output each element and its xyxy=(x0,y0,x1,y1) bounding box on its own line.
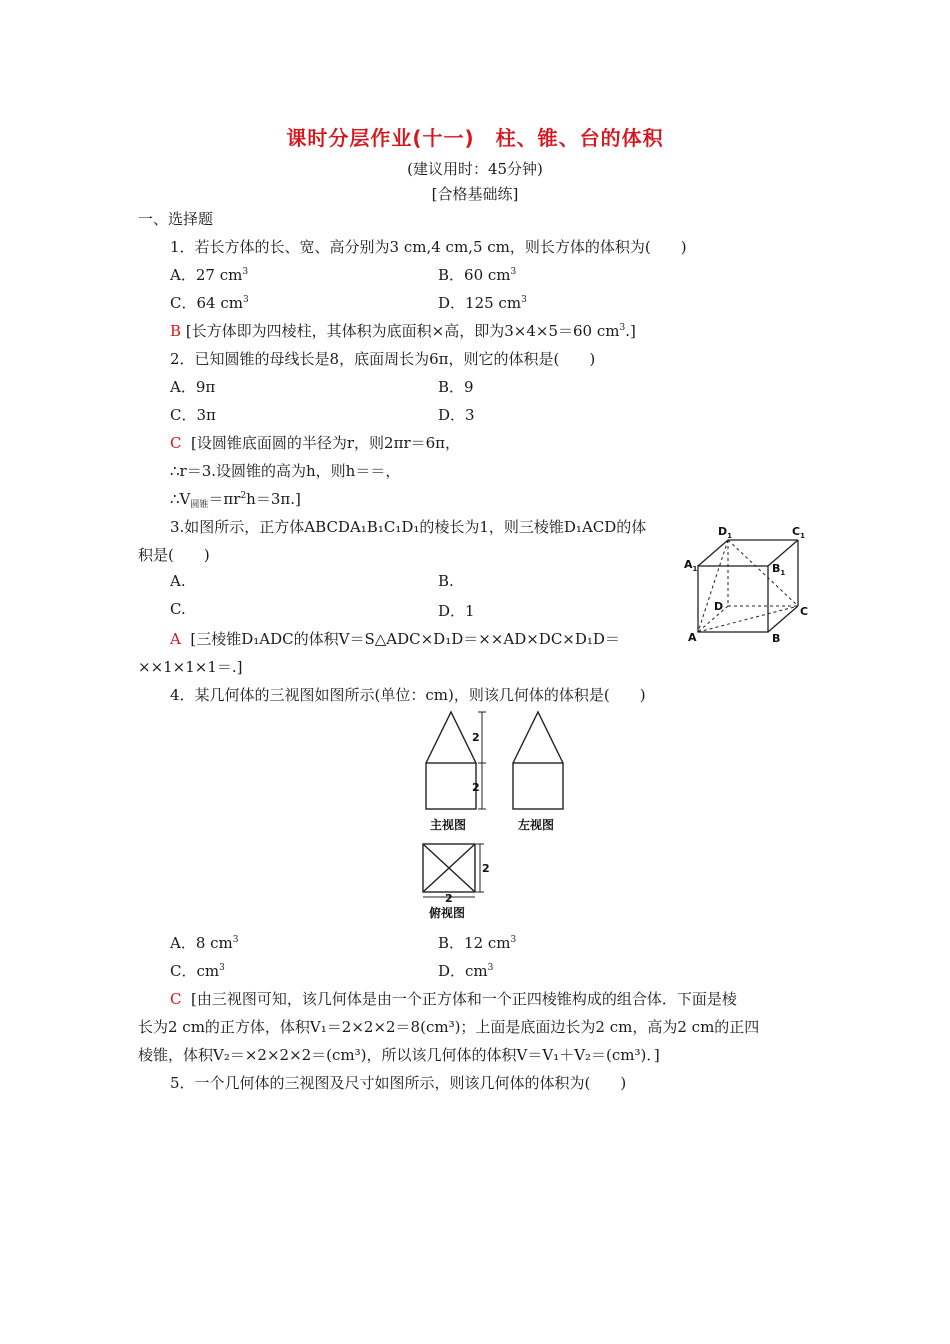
q3-answer: A xyxy=(170,630,181,648)
dim-top-width: 2 xyxy=(445,892,453,905)
q3-option-d: D．1 xyxy=(438,602,475,620)
q2-answer: C xyxy=(170,434,182,452)
label-c: C xyxy=(800,605,809,618)
q5-stem: 5．一个几何体的三视图及尺寸如图所示，则该几何体的体积为( ) xyxy=(170,1074,627,1092)
top-view-label: 俯视图 xyxy=(429,906,466,920)
q4-option-a: A．8 $cm^3$ xyxy=(170,934,239,952)
q1-solution: B [长方体即为四棱柱，其体积为底面积×高，即为3×4×5＝60 $cm^3$.] xyxy=(170,322,636,340)
label-d1: $D_1$ xyxy=(718,525,733,540)
q3-option-a: A. xyxy=(170,572,186,590)
q3-option-b: B. xyxy=(438,572,454,590)
q4-solution-line1: C [由三视图可知，该几何体是由一个正方体和一个正四棱锥构成的组合体．下面是棱 xyxy=(170,990,737,1008)
q4-option-d: D．$cm^3$ xyxy=(438,962,494,980)
cube-figure xyxy=(680,522,814,646)
q2-option-b: B．9 xyxy=(438,378,474,396)
q3-solution-line2: ××1×1×1＝.] xyxy=(138,658,243,676)
q3-solution-line1: A [三棱锥D₁ADC的体积V＝S△ADC×D₁D＝××AD×DC×D₁D＝ xyxy=(170,630,620,648)
q2-option-d: D．3 xyxy=(438,406,475,424)
q2-stem: 2．已知圆锥的母线长是8，底面周长为6π，则它的体积是( ) xyxy=(170,350,596,368)
q1-option-c: C．64 $cm^3$ xyxy=(170,294,249,312)
level-label: [合格基础练] xyxy=(431,185,519,203)
q1-option-d: D．125 $cm^3$ xyxy=(438,294,527,312)
q4-option-b: B．12 $cm^3$ xyxy=(438,934,517,952)
q4-answer: C xyxy=(170,990,182,1008)
q4-stem: 4．某几何体的三视图如图所示(单位：cm)，则该几何体的体积是( ) xyxy=(170,686,646,704)
q1-stem: 1．若长方体的长、宽、高分别为3 cm,4 cm,5 cm，则长方体的体积为( ) xyxy=(170,238,687,256)
label-a: A xyxy=(688,631,697,644)
label-a1: $A_1$ xyxy=(684,558,698,573)
front-view-label: 主视图 xyxy=(430,818,467,832)
time-note: (建议用时：45分钟) xyxy=(407,160,543,178)
label-c1: $C_1$ xyxy=(792,525,805,540)
q4-solution-line3: 棱锥，体积V₂＝×2×2×2＝(cm³)，所以该几何体的体积V＝V₁＋V₂＝(cm³)．] xyxy=(138,1046,660,1064)
q4-option-c: C．$cm^3$ xyxy=(170,962,225,980)
q2-option-c: C．3π xyxy=(170,406,216,424)
label-b: B xyxy=(772,632,781,645)
q1-answer: B xyxy=(170,322,182,340)
q3-option-c: C. xyxy=(170,600,186,618)
q2-solution-line3: $\therefore V_{圆锥}=\pi r^2h=3\pi$.] xyxy=(170,490,301,510)
label-b1: $B_1$ xyxy=(772,562,786,577)
q2-solution-line1: C [设圆锥底面圆的半径为r，则2πr＝6π， xyxy=(170,434,461,452)
section-heading: 一、选择题 xyxy=(138,210,214,228)
q1-option-a: A．27 $cm^3$ xyxy=(170,266,249,284)
three-view-figure xyxy=(410,706,580,922)
dim-front-top: 2 xyxy=(472,731,480,744)
q2-solution-line2: ∴r＝3.设圆锥的高为h，则h＝＝， xyxy=(170,462,401,480)
q4-solution-line2: 长为2 cm的正方体，体积V₁＝2×2×2＝8(cm³)；上面是底面边长为2 cm，高为2 cm的正四 xyxy=(138,1018,760,1036)
side-view-label: 左视图 xyxy=(518,818,555,832)
q1-option-b: B．60 $cm^3$ xyxy=(438,266,517,284)
dim-front-bottom: 2 xyxy=(472,781,480,794)
label-d: D xyxy=(714,600,724,613)
dim-top-height: 2 xyxy=(482,862,490,875)
q3-stem-line1: 3.如图所示，正方体ABCDA₁B₁C₁D₁的棱长为1，则三棱锥D₁ACD的体 xyxy=(170,518,647,536)
page-title: 课时分层作业(十一) 柱、锥、台的体积 xyxy=(286,126,664,150)
q2-option-a: A．9π xyxy=(170,378,216,396)
q3-stem-line2: 积是( ) xyxy=(138,546,210,564)
